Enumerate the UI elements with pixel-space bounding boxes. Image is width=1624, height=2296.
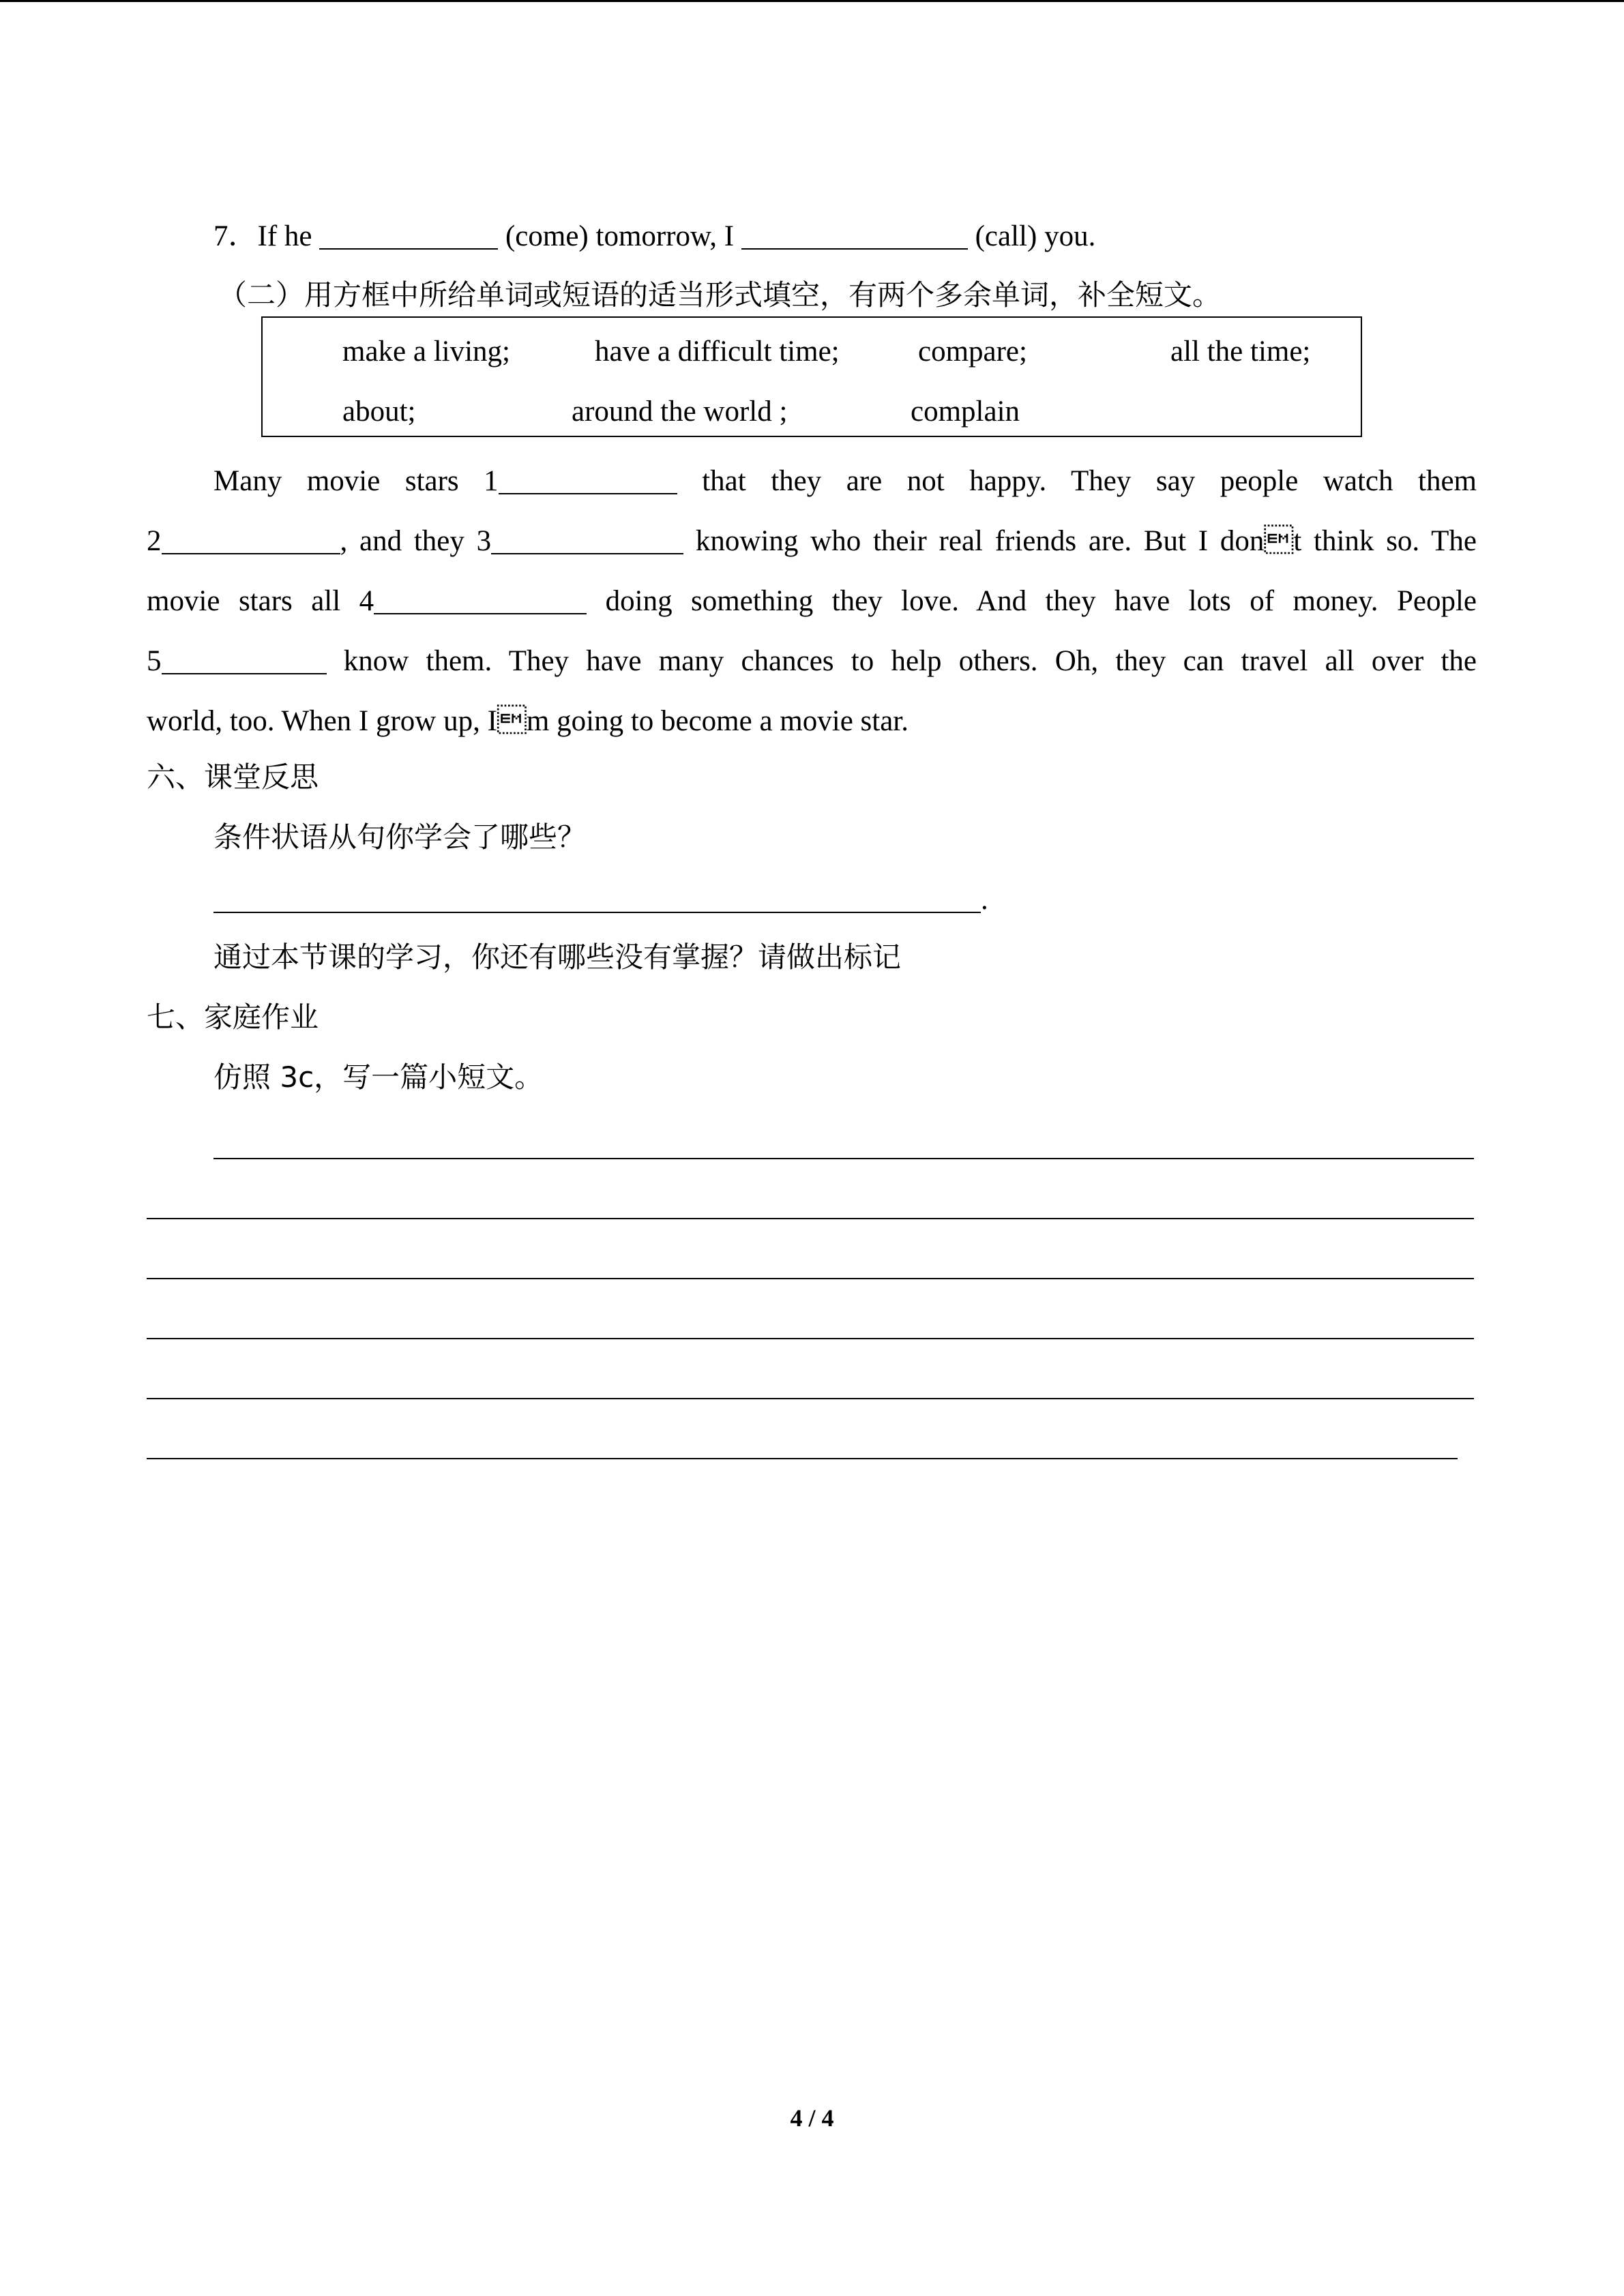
word-bank-item: complain	[911, 396, 1020, 428]
passage-line-4	[147, 641, 1477, 682]
writing-line[interactable]	[147, 1458, 1458, 1459]
passage-line-2	[147, 521, 1477, 562]
passage-text: 5	[147, 645, 162, 677]
homework-task: 仿照 3c，写一篇小短文。	[213, 1060, 544, 1094]
passage-text: knowing who their real friends are. But I dont think so. The	[695, 525, 1477, 557]
writing-line[interactable]	[147, 1278, 1474, 1279]
passage-blank-3[interactable]	[491, 526, 683, 554]
exercise-7-blank-2[interactable]	[741, 221, 968, 250]
passage-line-1	[213, 461, 1477, 502]
reflection-answer-line	[213, 880, 1544, 921]
exercise-7-blank-1[interactable]	[319, 221, 498, 250]
exercise-7-middle: (come) tomorrow, I	[505, 220, 735, 252]
passage-text: , and they 3	[340, 525, 492, 557]
word-bank-item: have a difficult time;	[595, 336, 840, 368]
reflection-question-1: 条件状语从句你学会了哪些？	[213, 820, 587, 854]
writing-line[interactable]	[147, 1338, 1474, 1339]
writing-line[interactable]	[147, 1218, 1474, 1219]
passage-text: doing something they love. And they have lots of money. People	[605, 585, 1477, 617]
word-bank-item: make a living;	[342, 336, 510, 368]
section-b-instruction: （二）用方框中所给单词或短语的适当形式填空，有两个多余单词，补全短文。	[218, 278, 1222, 312]
exercise-7-prefix: 7．If he	[213, 220, 312, 252]
page-number: 4 / 4	[790, 2104, 834, 2132]
passage-line-5: world, too. When I grow up, Im going to become a movie star.	[147, 705, 909, 737]
section-7-heading: 七、家庭作业	[147, 1000, 319, 1034]
exercise-7	[213, 216, 1544, 257]
section-6-heading: 六、课堂反思	[147, 760, 319, 794]
word-bank-item: around the world ;	[572, 396, 788, 428]
top-border	[0, 0, 1624, 2]
word-bank-box	[261, 316, 1362, 437]
word-bank-item: about;	[342, 396, 416, 428]
passage-text: movie stars all 4	[147, 585, 374, 617]
passage-blank-1[interactable]	[499, 466, 677, 494]
writing-line[interactable]	[213, 1158, 1474, 1159]
passage-text: 2	[147, 525, 162, 557]
passage-text: know them. They have many chances to help others. Oh, they can travel all over the	[343, 645, 1477, 677]
reflection-answer-blank[interactable]	[213, 884, 981, 913]
word-bank-item: all the time;	[1170, 336, 1311, 368]
word-bank-item: compare;	[918, 336, 1027, 368]
passage-blank-2[interactable]	[162, 526, 340, 554]
reflection-question-2: 通过本节课的学习，你还有哪些没有掌握？请做出标记	[213, 940, 902, 974]
writing-line[interactable]	[147, 1398, 1474, 1399]
passage-text: Many movie stars 1	[213, 465, 499, 497]
passage-text: that they are not happy. They say people watch them	[702, 465, 1477, 497]
passage-blank-5[interactable]	[162, 646, 327, 674]
passage-blank-4[interactable]	[374, 586, 587, 614]
exercise-7-suffix: (call) you.	[975, 220, 1096, 252]
passage-line-3	[147, 581, 1477, 622]
reflection-answer-period: .	[981, 884, 988, 916]
